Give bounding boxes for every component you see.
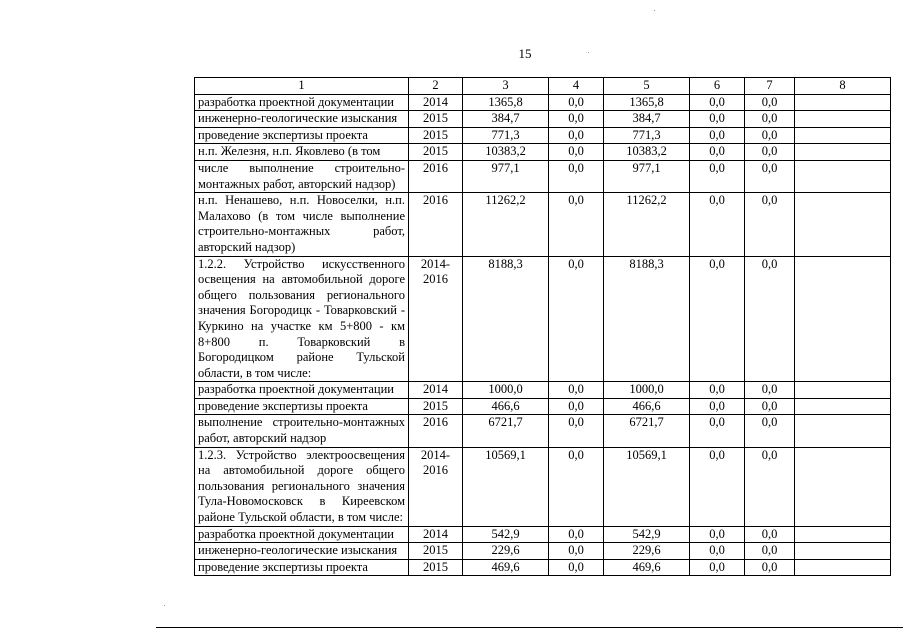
budget-table xyxy=(194,77,891,576)
table-row xyxy=(195,415,891,447)
table-cell: 2016 xyxy=(409,160,463,192)
table-cell: 0,0 xyxy=(690,526,745,543)
table-cell: 11262,2 xyxy=(463,193,549,256)
table-cell: 2014 xyxy=(409,94,463,111)
table-cell: 0,0 xyxy=(549,111,604,128)
table-cell xyxy=(795,127,891,144)
table-row xyxy=(195,447,891,526)
row-description: инженерно-геологические изыскания xyxy=(195,543,409,560)
table-cell: 0,0 xyxy=(745,144,795,161)
table-cell: 2014-2016 xyxy=(409,256,463,382)
table-cell: 0,0 xyxy=(690,559,745,576)
table-cell xyxy=(795,193,891,256)
table-cell: 0,0 xyxy=(549,559,604,576)
table-cell: 0,0 xyxy=(690,160,745,192)
table-cell: 469,6 xyxy=(463,559,549,576)
table-row xyxy=(195,127,891,144)
row-description: проведение экспертизы проекта xyxy=(195,127,409,144)
column-header: 1 xyxy=(195,78,409,95)
table-cell: 0,0 xyxy=(690,111,745,128)
table-cell: 0,0 xyxy=(549,193,604,256)
table-cell: 0,0 xyxy=(549,526,604,543)
table-cell: 0,0 xyxy=(549,415,604,447)
table-cell: 0,0 xyxy=(745,415,795,447)
table-cell xyxy=(795,111,891,128)
page-number: 15 xyxy=(518,46,532,61)
table-row xyxy=(195,94,891,111)
column-header: 7 xyxy=(745,78,795,95)
table-cell: 0,0 xyxy=(745,398,795,415)
table-cell: 0,0 xyxy=(745,447,795,526)
table-cell: 2014 xyxy=(409,526,463,543)
table-cell: 0,0 xyxy=(690,543,745,560)
table-cell: 466,6 xyxy=(463,398,549,415)
table-cell: 977,1 xyxy=(604,160,690,192)
column-header: 4 xyxy=(549,78,604,95)
column-header: 3 xyxy=(463,78,549,95)
table-cell: 0,0 xyxy=(745,193,795,256)
row-description: н.п. Железня, н.п. Яковлево (в том xyxy=(195,144,409,161)
table-row xyxy=(195,559,891,576)
table-cell: 542,9 xyxy=(604,526,690,543)
column-header: 2 xyxy=(409,78,463,95)
table-cell: 0,0 xyxy=(549,447,604,526)
table-cell: 0,0 xyxy=(690,144,745,161)
table-cell: 11262,2 xyxy=(604,193,690,256)
table-cell: 771,3 xyxy=(604,127,690,144)
table-cell: 2015 xyxy=(409,144,463,161)
footer-rule xyxy=(156,627,903,628)
column-header: 5 xyxy=(604,78,690,95)
row-description: 1.2.3. Устройство электроосвещения на автомобильной дороге общего пользования регионального значения Тула-Новомосковск в Киреевском районе Тульской области, в том числе: xyxy=(195,447,409,526)
column-header: 8 xyxy=(795,78,891,95)
table-cell: 6721,7 xyxy=(463,415,549,447)
scan-speck xyxy=(654,10,655,11)
table-cell: 2015 xyxy=(409,111,463,128)
table-cell: 10383,2 xyxy=(463,144,549,161)
row-description: н.п. Ненашево, н.п. Новоселки, н.п. Малахово (в том числе выполнение строительно-монтажных работ, авторский надзор) xyxy=(195,193,409,256)
table-cell: 771,3 xyxy=(463,127,549,144)
table-cell xyxy=(795,256,891,382)
table-cell: 0,0 xyxy=(690,94,745,111)
table-row xyxy=(195,543,891,560)
table-cell: 0,0 xyxy=(549,256,604,382)
table-row xyxy=(195,160,891,192)
table-cell: 542,9 xyxy=(463,526,549,543)
row-description: проведение экспертизы проекта xyxy=(195,559,409,576)
table-cell: 0,0 xyxy=(745,127,795,144)
scan-speck xyxy=(164,605,165,606)
table-cell: 0,0 xyxy=(690,382,745,399)
table-cell xyxy=(795,144,891,161)
table-cell xyxy=(795,559,891,576)
table-cell: 0,0 xyxy=(745,94,795,111)
table-cell: 0,0 xyxy=(690,256,745,382)
table-cell: 384,7 xyxy=(604,111,690,128)
table-cell: 2015 xyxy=(409,543,463,560)
table-cell: 1000,0 xyxy=(463,382,549,399)
table-cell: 229,6 xyxy=(463,543,549,560)
table-cell: 0,0 xyxy=(690,127,745,144)
table-row xyxy=(195,398,891,415)
table-row xyxy=(195,526,891,543)
table-cell: 0,0 xyxy=(745,111,795,128)
table-cell: 469,6 xyxy=(604,559,690,576)
table-cell xyxy=(795,447,891,526)
row-description: разработка проектной документации xyxy=(195,526,409,543)
table-cell: 6721,7 xyxy=(604,415,690,447)
table-cell: 2015 xyxy=(409,398,463,415)
table-cell: 2015 xyxy=(409,127,463,144)
table-cell: 0,0 xyxy=(549,144,604,161)
table-cell xyxy=(795,382,891,399)
table-row xyxy=(195,256,891,382)
row-description: 1.2.2. Устройство искусственного освещения на автомобильной дороге общего пользования регионального значения Богородицк - Товарковский - Куркино на участке км 5+800 - км 8+800 п. Товарковский в Богородицком районе Тульской области, в том числе: xyxy=(195,256,409,382)
table-cell: 0,0 xyxy=(745,382,795,399)
table-cell: 2016 xyxy=(409,415,463,447)
row-description: инженерно-геологические изыскания xyxy=(195,111,409,128)
table-cell: 0,0 xyxy=(745,256,795,382)
table-cell: 0,0 xyxy=(690,447,745,526)
scan-speck xyxy=(588,52,589,53)
table-cell: 0,0 xyxy=(745,543,795,560)
table-row xyxy=(195,193,891,256)
table-cell: 0,0 xyxy=(690,398,745,415)
table-cell: 10569,1 xyxy=(463,447,549,526)
row-description: разработка проектной документации xyxy=(195,94,409,111)
table-cell xyxy=(795,415,891,447)
table-cell: 2016 xyxy=(409,193,463,256)
table-cell: 10383,2 xyxy=(604,144,690,161)
table-cell: 0,0 xyxy=(549,382,604,399)
table-cell: 466,6 xyxy=(604,398,690,415)
table-cell: 8188,3 xyxy=(604,256,690,382)
table-cell xyxy=(795,94,891,111)
table-cell: 2015 xyxy=(409,559,463,576)
table-cell: 384,7 xyxy=(463,111,549,128)
row-description: проведение экспертизы проекта xyxy=(195,398,409,415)
table-cell: 0,0 xyxy=(690,415,745,447)
table-cell: 1365,8 xyxy=(604,94,690,111)
table-cell: 10569,1 xyxy=(604,447,690,526)
table-cell: 0,0 xyxy=(549,160,604,192)
table-row xyxy=(195,111,891,128)
table-cell xyxy=(795,543,891,560)
table-cell: 8188,3 xyxy=(463,256,549,382)
row-description: выполнение строительно-монтажных работ, авторский надзор xyxy=(195,415,409,447)
table-cell xyxy=(795,526,891,543)
table-cell: 977,1 xyxy=(463,160,549,192)
table-row xyxy=(195,382,891,399)
table-body xyxy=(195,94,891,576)
row-description: числе выполнение строительно-монтажных работ, авторский надзор) xyxy=(195,160,409,192)
table-cell: 0,0 xyxy=(745,160,795,192)
table-cell: 229,6 xyxy=(604,543,690,560)
table-cell: 0,0 xyxy=(745,559,795,576)
table-header-row xyxy=(195,78,891,95)
table-cell: 0,0 xyxy=(549,94,604,111)
table-cell: 2014 xyxy=(409,382,463,399)
table-cell: 0,0 xyxy=(549,398,604,415)
table-cell xyxy=(795,398,891,415)
table-cell: 0,0 xyxy=(690,193,745,256)
table-cell: 0,0 xyxy=(745,526,795,543)
table-cell: 0,0 xyxy=(549,543,604,560)
table-cell: 1365,8 xyxy=(463,94,549,111)
table-cell: 1000,0 xyxy=(604,382,690,399)
table-cell: 2014-2016 xyxy=(409,447,463,526)
column-header: 6 xyxy=(690,78,745,95)
table-row xyxy=(195,144,891,161)
row-description: разработка проектной документации xyxy=(195,382,409,399)
table-cell xyxy=(795,160,891,192)
table-cell: 0,0 xyxy=(549,127,604,144)
